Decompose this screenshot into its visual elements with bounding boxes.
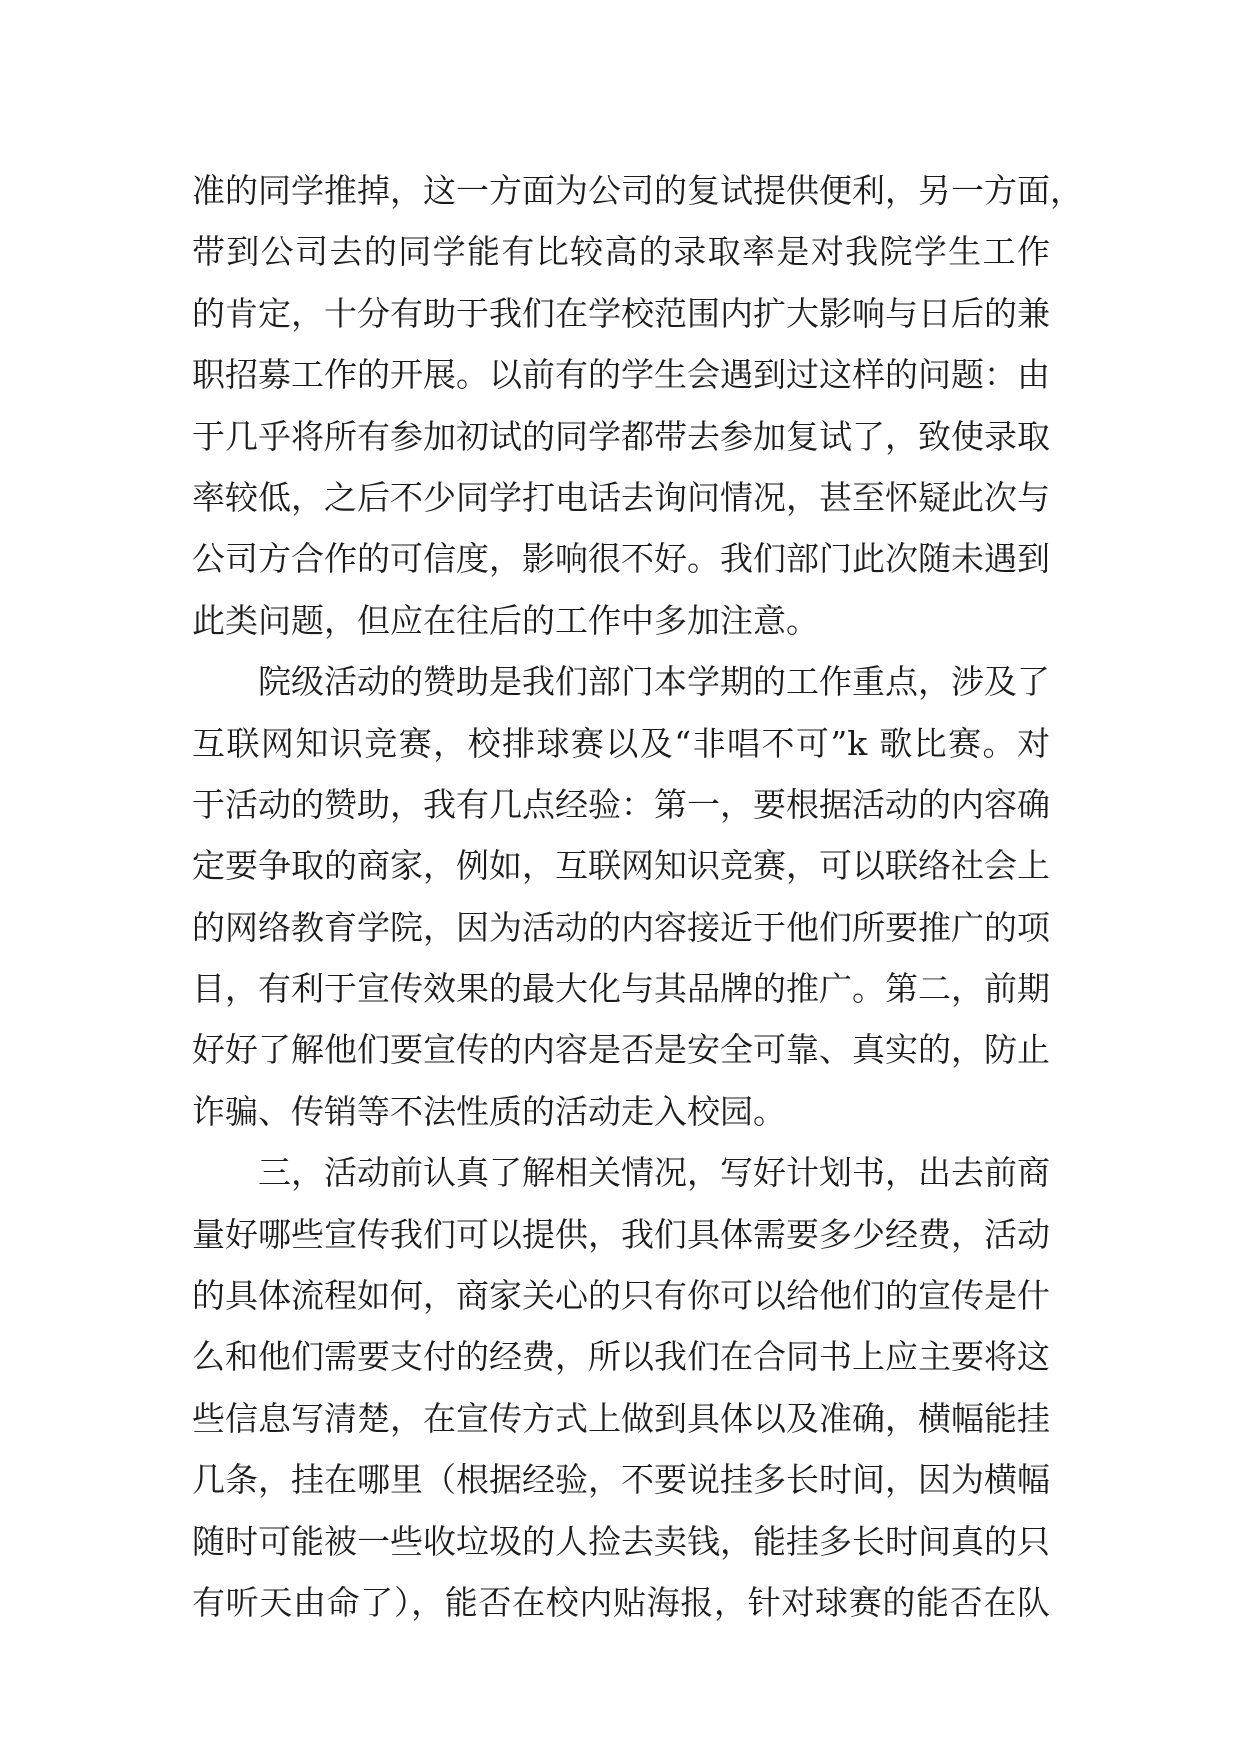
text-line: 有听天由命了），能否在校内贴海报，针对球赛的能否在队 — [192, 1582, 1050, 1622]
text-line: 的具体流程如何，商家关心的只有你可以给他们的宣传是什 — [192, 1276, 1050, 1316]
text-line: 带到公司去的同学能有比较高的录取率是对我院学生工作 — [192, 232, 1050, 272]
text-line: 职招募工作的开展。以前有的学生会遇到过这样的问题：由 — [192, 355, 1050, 395]
paragraph-first-line: 院级活动的赞助是我们部门本学期的工作重点，涉及了 — [258, 662, 1050, 702]
paragraph-first-line: 三，活动前认真了解相关情况，写好计划书，出去前商 — [258, 1153, 1050, 1193]
text-line: 么和他们需要支付的经费，所以我们在合同书上应主要将这 — [192, 1337, 1050, 1377]
text-line: 互联网知识竞赛，校排球赛以及“非唱不可”k 歌比赛。对 — [192, 723, 1050, 763]
text-line: 随时可能被一些收垃圾的人捡去卖钱，能挂多长时间真的只 — [192, 1521, 1050, 1561]
body-text — [192, 160, 1083, 1633]
text-line: 此类问题，但应在往后的工作中多加注意。 — [192, 600, 819, 640]
text-line: 诈骗、传销等不法性质的活动走入校园。 — [192, 1091, 786, 1131]
text-line: 几条，挂在哪里（根据经验，不要说挂多长时间，因为横幅 — [192, 1460, 1050, 1500]
text-line: 的肯定，十分有助于我们在学校范围内扩大影响与日后的兼 — [192, 293, 1050, 333]
text-line: 量好哪些宣传我们可以提供，我们具体需要多少经费，活动 — [192, 1214, 1050, 1254]
text-line: 定要争取的商家，例如，互联网知识竞赛，可以联络社会上 — [192, 846, 1050, 886]
text-line: 目，有利于宣传效果的最大化与其品牌的推广。第二，前期 — [192, 969, 1050, 1009]
text-line: 于几乎将所有参加初试的同学都带去参加复试了，致使录取 — [192, 416, 1050, 456]
text-line: 些信息写清楚，在宣传方式上做到具体以及准确，横幅能挂 — [192, 1398, 1050, 1438]
text-line: 于活动的赞助，我有几点经验：第一，要根据活动的内容确 — [192, 784, 1050, 824]
text-line: 公司方合作的可信度，影响很不好。我们部门此次随未遇到 — [192, 539, 1050, 579]
text-line: 率较低，之后不少同学打电话去询问情况，甚至怀疑此次与 — [192, 477, 1050, 517]
text-line: 的网络教育学院，因为活动的内容接近于他们所要推广的项 — [192, 907, 1050, 947]
text-line: 好好了解他们要宣传的内容是否是安全可靠、真实的，防止 — [192, 1030, 1050, 1070]
text-line: 准的同学推掉，这一方面为公司的复试提供便利，另一方面， — [192, 171, 1083, 210]
